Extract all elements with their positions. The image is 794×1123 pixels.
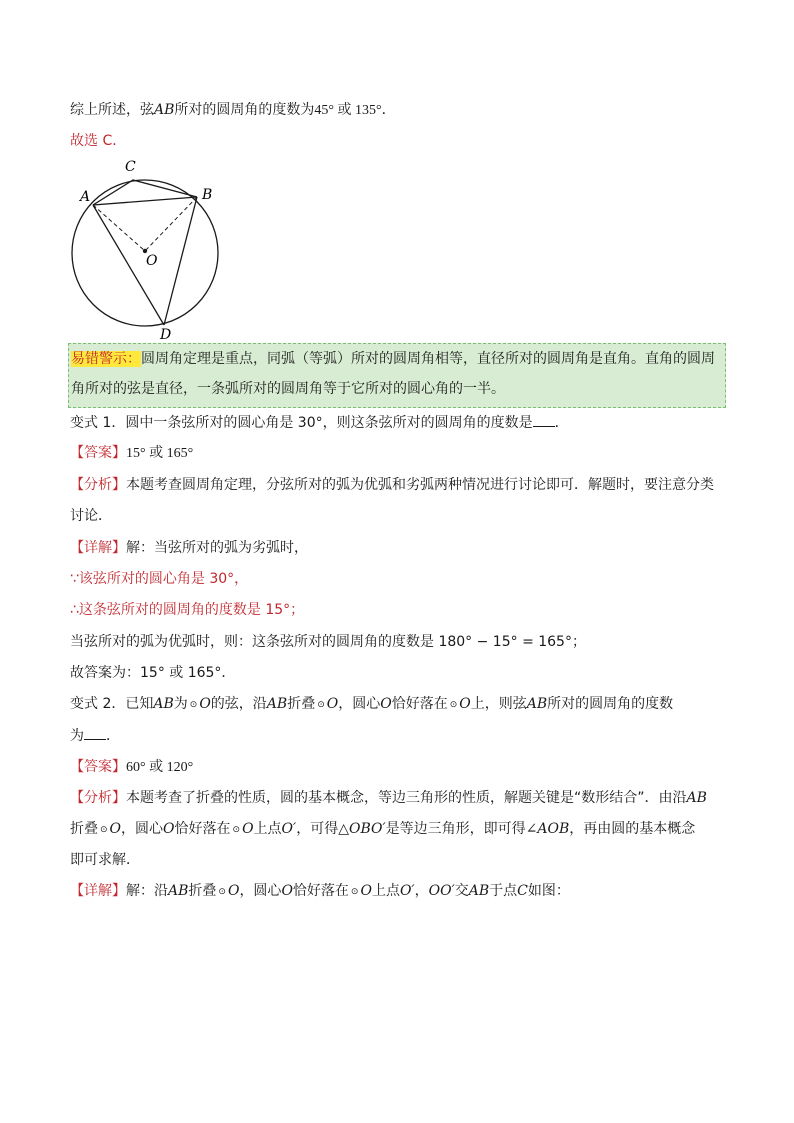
variant-1-detail-5: 故答案为：15° 或 165°． [70,665,236,681]
answer-value: 60° 或 120° [126,760,194,775]
chord-ab: AB [154,102,175,118]
chord-ab: AB [686,790,707,806]
variant-2-answer [70,757,193,778]
angle-values: 45° 或 135° [314,103,382,118]
point-o: O [109,821,122,837]
point-o: O [360,883,372,899]
text: ，圆心 [121,821,164,837]
point-o: O [227,883,240,899]
variant-1-detail-3: ∴这条弦所对的圆周角的度数是 15°； [70,602,305,618]
point-o: O [281,883,293,899]
answer-blank [533,412,555,427]
text: 折叠 [188,883,217,899]
radius-ob [145,197,197,251]
chord-ab: AB [468,883,490,899]
label-a: A [80,189,91,205]
variant-2-question-2 [70,725,120,746]
text: 的弦，沿 [210,696,267,712]
answer-value: 15° 或 165° [126,446,194,461]
text: 变式 1．圆中一条弦所对的圆心角是 30°，则这条弦所对的圆周角的度数是 [70,415,533,431]
variant-2-analysis-3: 即可求解． [70,852,140,868]
detail-tag: 【详解】 [70,883,126,899]
choice-line: 故选 C． [70,133,127,149]
chord-ab: AB [168,883,189,899]
text: 解：沿 [126,883,168,899]
text: 于点 [489,883,518,899]
text: 如图： [527,883,570,899]
point-o: O [326,696,339,712]
warning-line-2: 角所对的弦是直径，一条弧所对的圆周角等于它所对的圆心角的一半。 [71,381,505,397]
answer-tag: 【答案】 [70,445,126,461]
warning-label: 易错警示： [71,351,141,367]
warning-box [68,343,726,408]
circle-symbol: ⊙ [317,700,325,710]
text: 综上所述，弦 [70,102,154,118]
chord-ab: AB [526,696,548,712]
analysis-text: 本题考查圆周角定理，分弦所对的弧为优弧和劣弧两种情况进行讨论即可．解题时，要注意分类 [126,477,714,493]
point-o: O [242,821,254,837]
triangle-obo: △OBO′ [338,821,386,837]
variant-2-analysis-2 [70,819,695,840]
analysis-tag: 【分析】 [70,790,126,806]
circle-figure [60,155,240,345]
answer-blank [84,725,106,740]
variant-1-detail-4: 当弦所对的弧为优弧时，则：这条弦所对的圆周角的度数是 180° − 15° = 165°； [70,634,586,650]
point-c: C [517,883,528,899]
variant-1-detail-2: ∵该弦所对的圆心角是 30°， [70,571,249,587]
chord-ab: AB [153,696,174,712]
answer-tag: 【答案】 [70,759,126,775]
circle-symbol: ⊙ [218,887,226,897]
point-o: O [199,696,211,712]
label-d: D [160,327,172,343]
text: 恰好落在 [391,696,448,712]
text: 折叠 [287,696,316,712]
point-o: O [459,696,471,712]
text: 上点 [253,821,282,837]
circle-symbol: ⊙ [232,825,241,835]
point-o: O [380,696,392,712]
warning-line-1 [71,349,715,369]
text: 是等边三角形，即可得 [385,821,526,837]
text: 上点 [371,883,400,899]
text: 为 [70,728,84,744]
analysis-tag: 【分析】 [70,477,126,493]
text: ，可得 [296,821,339,837]
label-o: O [146,253,158,269]
conclusion-line [70,100,396,121]
text: 恰好落在 [292,883,349,899]
label-c: C [125,159,136,175]
text: 所对的圆周角的度数为 [174,102,315,118]
text: ． [554,415,569,431]
variant-2-detail [70,881,570,902]
text: ，圆心 [338,696,381,712]
detail-text: 解：当弦所对的弧为劣弧时， [126,540,308,556]
chord-ab-line [93,197,197,205]
variant-2-analysis [70,788,707,808]
point-o-prime: O′ [281,821,297,837]
text: 为 [173,696,188,712]
radius-oa [93,205,145,251]
text: 恰好落在 [174,821,231,837]
variant-1-analysis [70,475,714,495]
circle-symbol: ⊙ [449,700,458,710]
circle-symbol: ⊙ [350,887,359,897]
variant-2-question [70,694,673,715]
warning-text: 圆周角定理是重点，同弧（等弧）所对的圆周角相等，直径所对的圆周角是直角。直角的圆周 [141,351,715,367]
text: ． [381,102,396,118]
chord-ab: AB [266,696,288,712]
variant-1-answer [70,443,193,464]
text: ，再由圆的基本概念 [569,821,696,837]
text: 所对的圆周角的度数 [547,696,674,712]
variant-1-question [70,412,569,433]
label-b: B [202,187,213,203]
text: 变式 2．已知 [70,696,154,712]
text: 折叠 [70,821,98,837]
text: 上，则弦 [470,696,527,712]
angle-aob: ∠AOB [525,821,570,837]
text: 交 [454,883,469,899]
circle-symbol: ⊙ [189,700,198,710]
variant-1-analysis-2: 讨论． [70,508,112,524]
text: ， [414,883,429,899]
segment-oo-prime: OO′ [428,883,455,899]
variant-1-detail [70,538,308,558]
text: ，圆心 [239,883,282,899]
analysis-text: 本题考查了折叠的性质，圆的基本概念，等边三角形的性质，解题关键是“数形结合”．由沿 [126,790,687,806]
point-o-prime: O′ [399,883,415,899]
circle-symbol: ⊙ [100,825,108,835]
text: ． [106,728,120,744]
point-o: O [163,821,175,837]
detail-tag: 【详解】 [70,540,126,556]
chord-bd [164,197,197,325]
